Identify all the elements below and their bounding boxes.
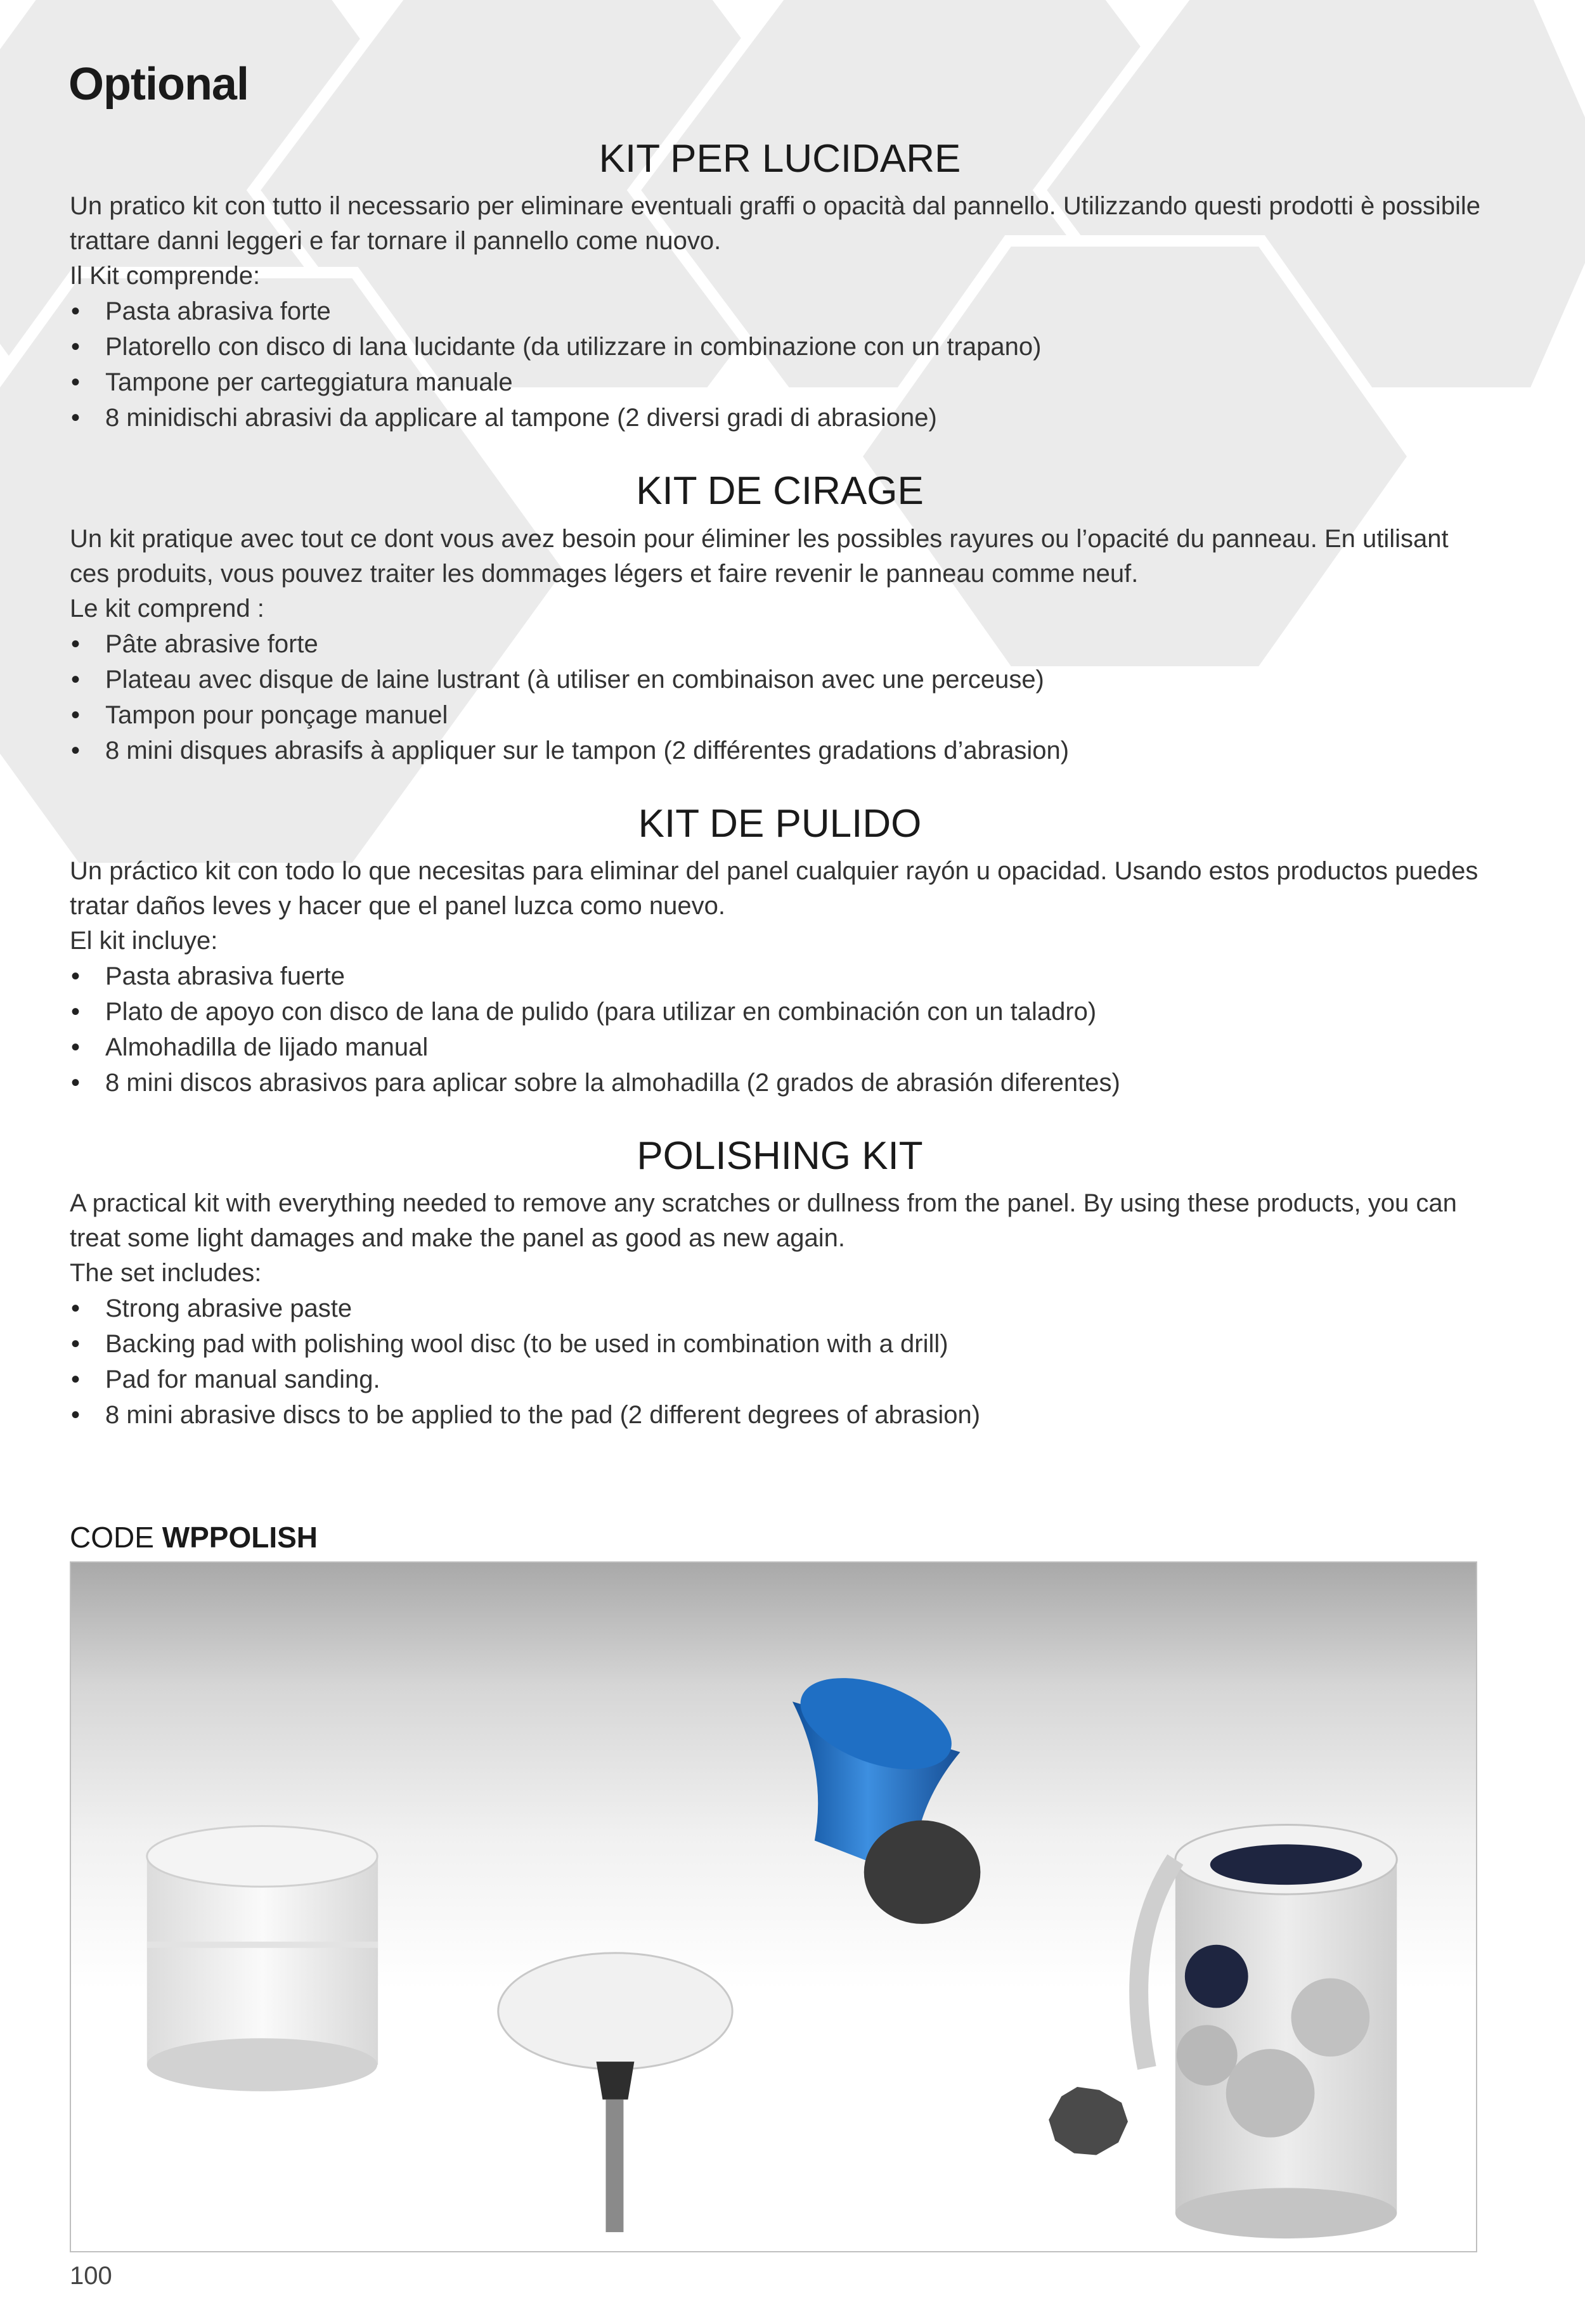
- section-intro: Un kit pratique avec tout ce dont vous avez besoin pour éliminer les possibles rayures ou l’opacité du panneau. En utilisant ces produits, vous pouvez traiter les dommages légers et faire revenir le panneau comme neuf.: [70, 524, 1449, 588]
- abrasive-mini-disc: [1049, 2087, 1128, 2155]
- list-item: • 8 mini abrasive discs to be applied to the pad (2 different degrees of abrasion): [70, 1397, 1490, 1433]
- includes-label: El kit incluye:: [70, 926, 218, 955]
- list-item: • Pâte abrasive forte: [70, 626, 1490, 662]
- section-italian: [70, 136, 1490, 436]
- product-code-label: CODE: [70, 1521, 154, 1554]
- section-intro: Un práctico kit con todo lo que necesitas para eliminar del panel cualquier rayón u opacidad. Usando estos productos puedes tratar daños leves y hacer que el panel luzca como nuevo.: [70, 856, 1478, 920]
- list-item: • 8 mini discos abrasivos para aplicar sobre la almohadilla (2 grados de abrasión diferentes): [70, 1065, 1490, 1101]
- section-heading: KIT DE CIRAGE: [636, 469, 924, 513]
- section-english: [70, 1133, 1490, 1433]
- section-heading: KIT PER LUCIDARE: [598, 137, 961, 181]
- page-number: 100: [70, 2262, 112, 2290]
- list-item: • Pasta abrasiva forte: [70, 294, 1490, 329]
- list-item: • Plato de apoyo con disco de lana de pulido (para utilizar en combinación con un taladro): [70, 994, 1490, 1030]
- item-list: [70, 959, 1490, 1101]
- hand-sanding-pad: [788, 1660, 980, 1923]
- list-item: • Platorello con disco di lana lucidante (da utilizzare in combinazione con un trapano): [70, 329, 1490, 365]
- list-item: • Pad for manual sanding.: [70, 1362, 1490, 1397]
- abrasive-disc-roll: [1139, 1824, 1397, 2238]
- section-french: [70, 468, 1490, 768]
- abrasive-paste-jar: [147, 1826, 378, 2091]
- list-item: • Almohadilla de lijado manual: [70, 1030, 1490, 1065]
- list-item: • Plateau avec disque de laine lustrant (à utiliser en combinaison avec une perceuse): [70, 662, 1490, 697]
- backing-pad-with-wool-disc: [498, 1953, 732, 2232]
- list-item: • Strong abrasive paste: [70, 1291, 1490, 1326]
- section-intro: Un pratico kit con tutto il necessario per eliminare eventuali graffi o opacità dal pannello. Utilizzando questi prodotti è possibile trattare danni leggeri e far tornare il pannello come nuovo.: [70, 192, 1480, 255]
- page-title: Optional: [68, 59, 249, 110]
- item-list: [70, 294, 1490, 436]
- section-heading: KIT DE PULIDO: [638, 801, 922, 846]
- list-item: • Tampon pour ponçage manuel: [70, 697, 1490, 733]
- list-item: • 8 mini disques abrasifs à appliquer sur le tampon (2 différentes gradations d’abrasion): [70, 733, 1490, 768]
- list-item: • Pasta abrasiva fuerte: [70, 959, 1490, 994]
- includes-label: The set includes:: [70, 1259, 262, 1288]
- includes-label: Il Kit comprende:: [70, 262, 261, 290]
- content-area: [70, 136, 1490, 1433]
- list-item: • 8 minidischi abrasivi da applicare al tampone (2 diversi gradi di abrasione): [70, 400, 1490, 436]
- item-list: [70, 626, 1490, 768]
- list-item: • Tampone per carteggiatura manuale: [70, 365, 1490, 400]
- product-code-value: WPPOLISH: [162, 1521, 318, 1554]
- product-photo: [70, 1561, 1477, 2252]
- section-heading: POLISHING KIT: [637, 1133, 923, 1178]
- list-item: • Backing pad with polishing wool disc (to be used in combination with a drill): [70, 1326, 1490, 1362]
- item-list: [70, 1291, 1490, 1433]
- includes-label: Le kit comprend :: [70, 594, 264, 623]
- product-code: [70, 1520, 318, 1554]
- section-spanish: [70, 801, 1490, 1101]
- section-intro: A practical kit with everything needed to remove any scratches or dullness from the panel. By using these products, you can treat some light damages and make the panel as good as new again.: [70, 1189, 1457, 1253]
